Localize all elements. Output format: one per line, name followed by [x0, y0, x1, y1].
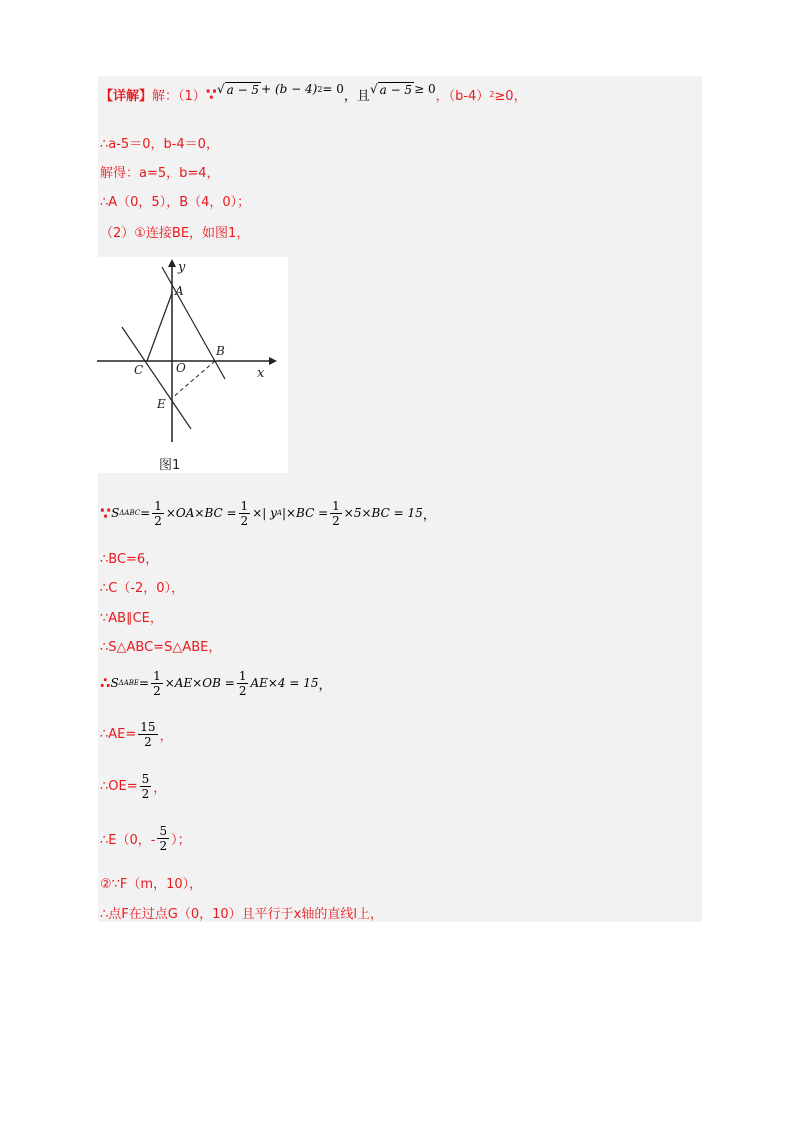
label-e: E [157, 397, 166, 411]
equation-sqrt: √ a − 5 + (b − 4) 2 = 0 [216, 81, 344, 97]
solution-line-1: 【详解】 解：（1） ∵ √ a − 5 + (b − 4) 2 = 0 ，且 √ a − 5 ≥ 0 ，（b‑4） 2 ≥0， [100, 81, 527, 104]
figure-caption: 图1 [159, 458, 181, 473]
solution-line-3: 解得：a=5，b=4， [100, 166, 220, 181]
detail-heading: 【详解】 [100, 88, 153, 104]
x-axis-arrow [269, 357, 277, 365]
label-x: x [257, 366, 265, 381]
label-a: A [175, 284, 184, 298]
label-b: B [216, 344, 225, 358]
solution-line-13: ∴OE= $\frac{5}{2}$ ， [100, 771, 167, 801]
solution-line-14: ∴E（0，‑ $\frac{5}{2}$ ）； [100, 823, 191, 853]
line-ce [122, 327, 191, 429]
solution-line-10: ∴S△ABC=S△ABE， [100, 640, 222, 655]
segment-ac [147, 293, 172, 361]
figure-1 [97, 257, 288, 473]
solution-line-6: ∵ S ΔABC = $\frac{1}{2}$ ×OA×BC = $\frac{1}{2}$ ×| y A |×BC = $\frac{1}{2}$ ×5×BC = 15 ， [100, 498, 436, 528]
solution-line-16: ∴点F在过点G（0，10）且平行于x轴的直线l上， [100, 907, 383, 922]
solution-line-15: ②∵F（m，10）， [100, 877, 203, 892]
solution-line-12: ∴AE= $\frac{15}{2}$ ， [100, 719, 173, 749]
solution-line-4: ∴A（0，5），B（4，0）； [100, 195, 251, 210]
solution-line-9: ∵AB∥CE， [100, 611, 163, 626]
solution-line-11: ∴ S ΔABE = $\frac{1}{2}$ ×AE×OB = $\frac{1}{2}$ AE×4 = 15 ， [100, 668, 332, 698]
label-c: C [134, 363, 144, 377]
solution-line-7: ∴BC=6， [100, 552, 159, 567]
coordinate-diagram [97, 257, 288, 473]
inequality-sqrt: √ a − 5 ≥ 0 [369, 81, 436, 97]
solution-line-2: ∴a‑5＝0，b‑4＝0， [100, 137, 219, 152]
solution-line-5: （2）①连接BE，如图1， [100, 226, 250, 241]
label-y: y [178, 260, 186, 275]
label-o: O [176, 361, 186, 375]
y-axis-arrow [168, 259, 176, 267]
solution-line-8: ∴C（‑2，0）， [100, 581, 185, 596]
